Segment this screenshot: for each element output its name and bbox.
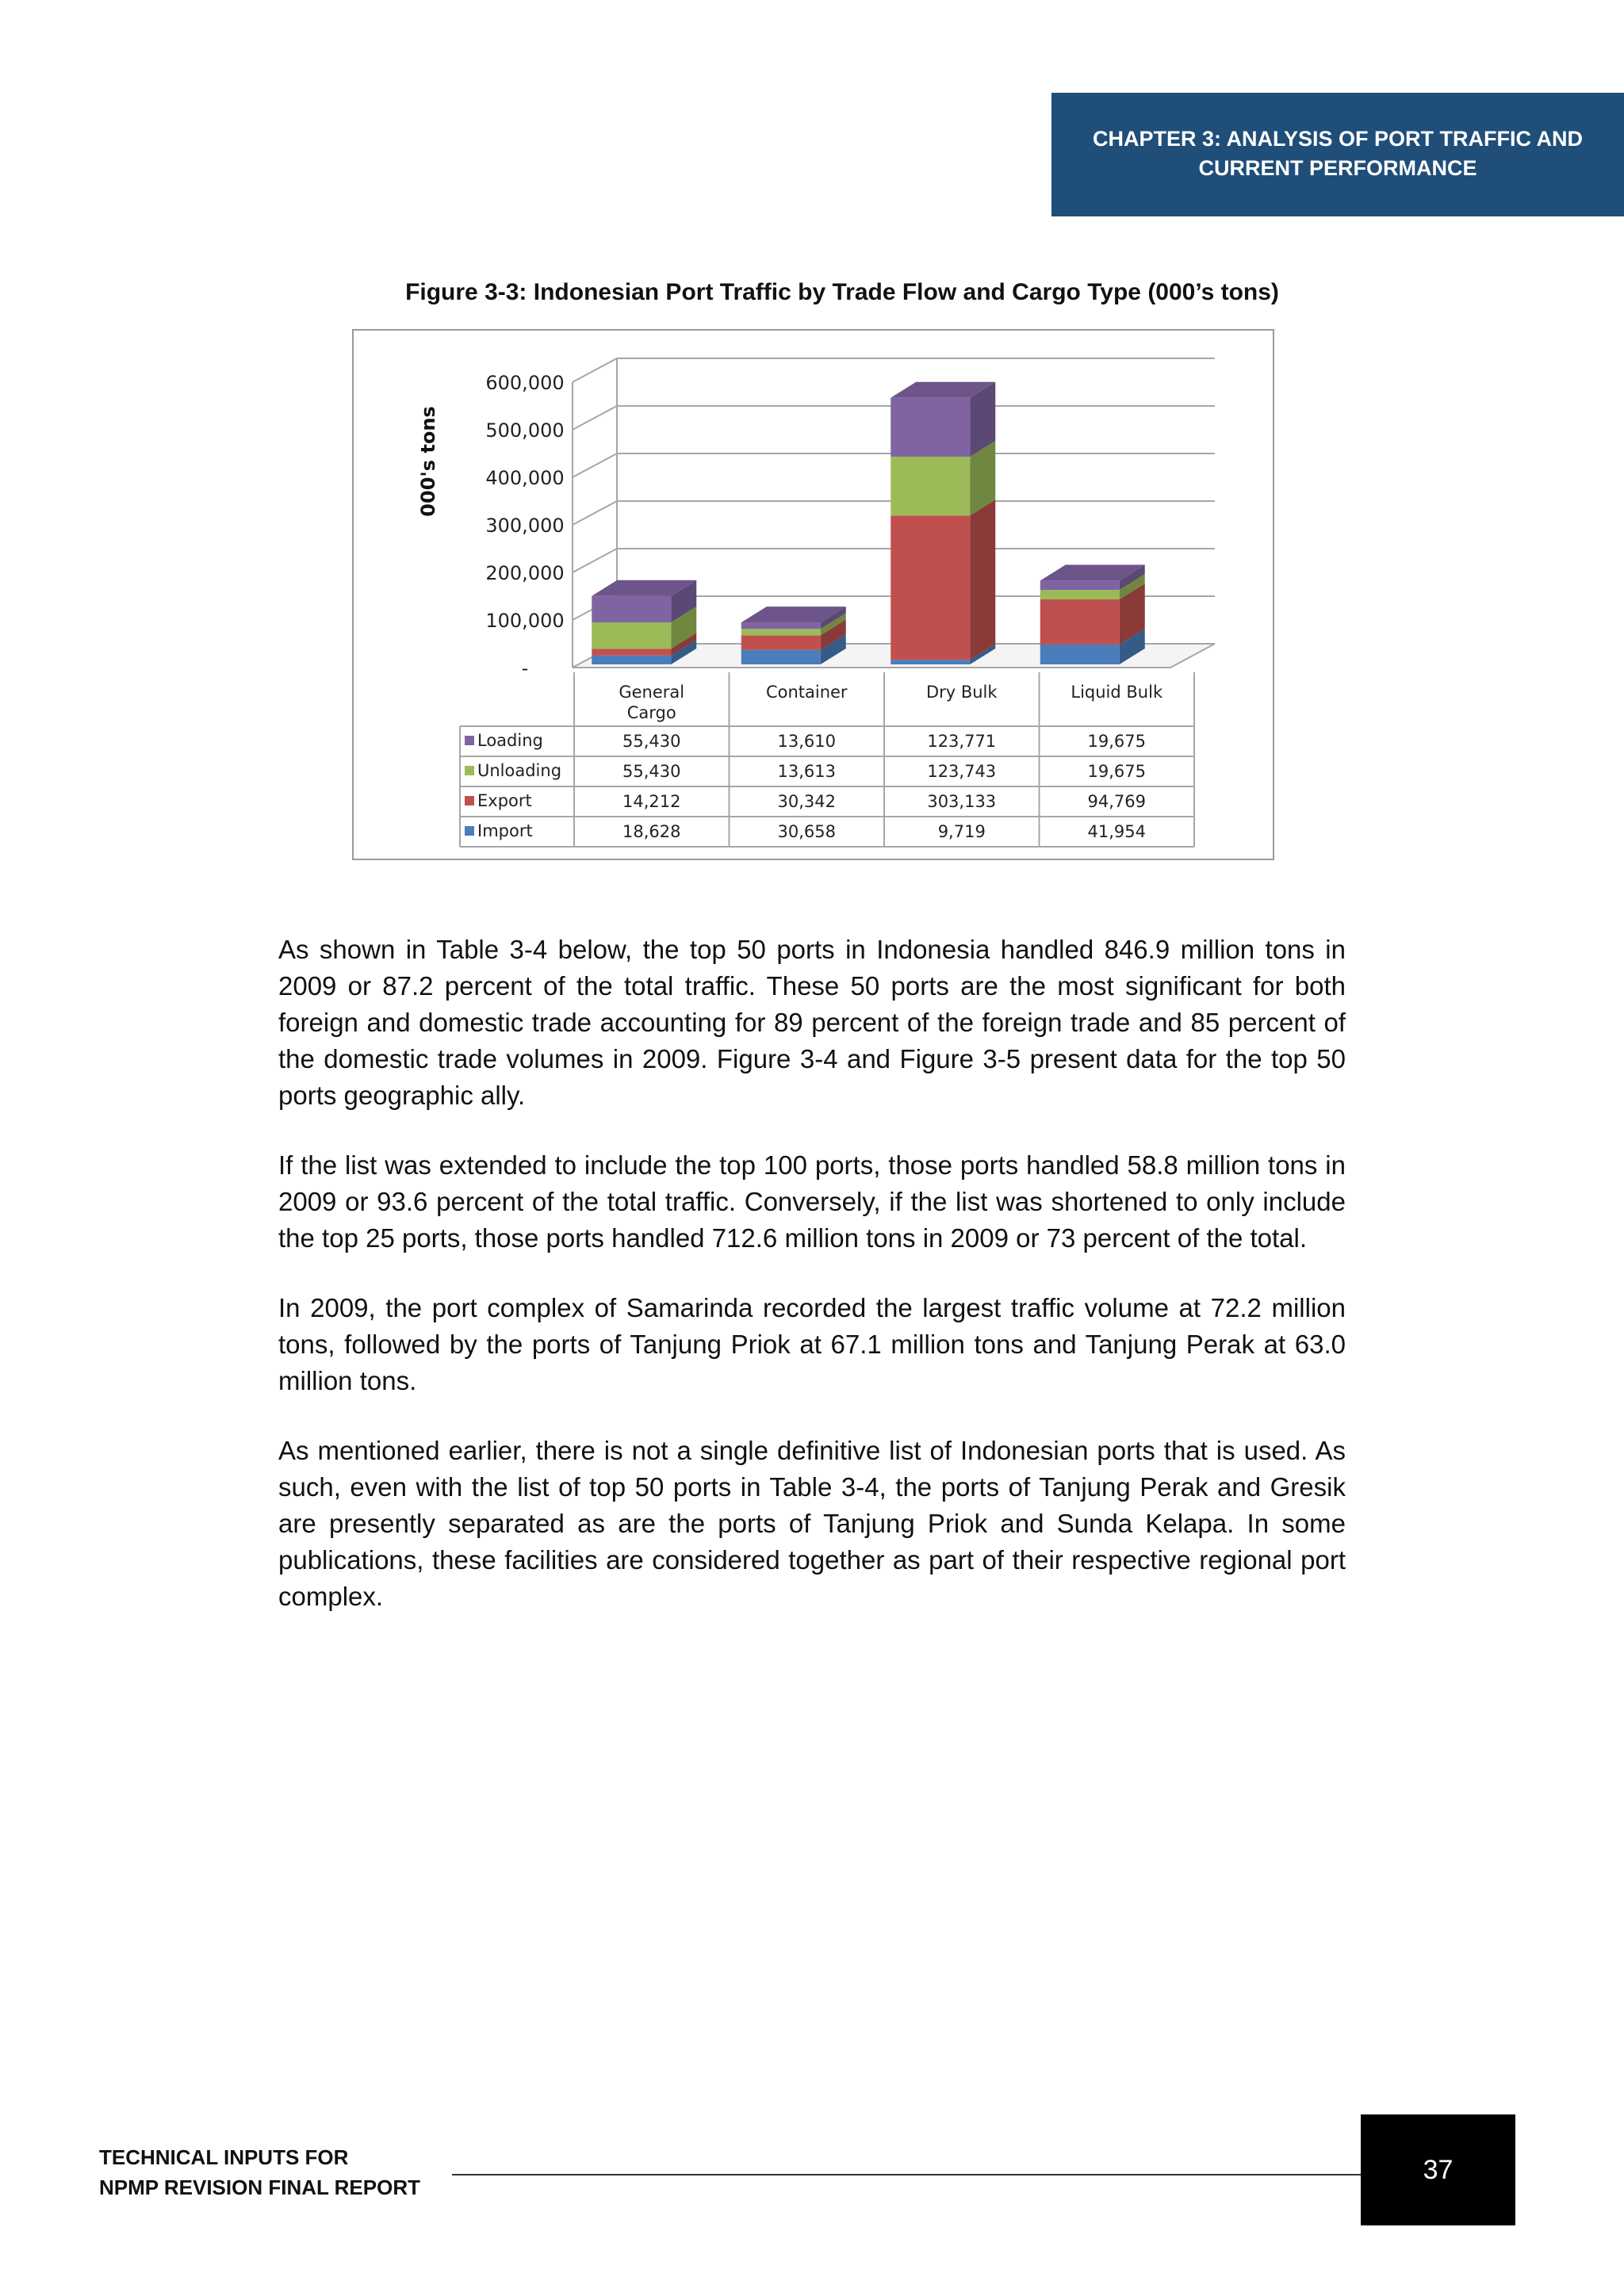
legend-key	[465, 826, 474, 836]
data-label: 13,613	[777, 762, 836, 781]
data-label: 19,675	[1087, 762, 1146, 781]
data-label: 123,743	[927, 762, 997, 781]
data-label: 30,342	[777, 792, 836, 811]
data-label: 18,628	[622, 822, 681, 841]
data-label: 41,954	[1087, 822, 1146, 841]
bar-segment	[592, 649, 671, 656]
footer-report-title	[99, 2142, 420, 2202]
x-category-label: Dry Bulk	[925, 683, 998, 702]
data-label: 55,430	[622, 732, 681, 751]
y-tick-label: -	[521, 657, 529, 679]
bar-segment	[1040, 580, 1120, 590]
chapter-title-line1: CHAPTER 3: ANALYSIS OF PORT TRAFFIC AND	[1092, 127, 1584, 151]
y-tick-label: 200,000	[485, 562, 565, 584]
bar-segment	[592, 622, 671, 649]
paragraph-2: If the list was extended to include the top 100 ports, those ports handled 58.8 million tons in 2009 or 93.6 percent of the total traffic. Conversely, if the list was shortened to only include the top 25 ports, those ports handled 712.6 million tons in 2009 or 73 percent of the total.	[278, 1150, 1346, 1253]
bar-segment	[741, 650, 821, 664]
y-tick-label: 300,000	[485, 515, 565, 537]
body-text	[278, 932, 1346, 1648]
bar-segment	[741, 635, 821, 649]
x-category-label: Container	[765, 683, 848, 702]
y-tick-label: 100,000	[485, 610, 565, 632]
legend-label: Loading	[477, 731, 543, 750]
bar-segment	[741, 622, 821, 629]
x-category-label: Liquid Bulk	[1071, 683, 1163, 702]
footer-title-line1: TECHNICAL INPUTS FOR	[99, 2145, 349, 2169]
bar-segment	[741, 629, 821, 635]
paragraph-3: In 2009, the port complex of Samarinda recorded the largest traffic volume at 72.2 million tons, followed by the ports of Tanjung Priok at 67.1 million tons and Tanjung Perak at 63.0 million tons.	[278, 1293, 1346, 1395]
y-axis-title: 000's tons	[417, 406, 439, 517]
bar-segment	[592, 596, 671, 622]
data-label: 123,771	[927, 732, 997, 751]
chapter-banner	[1051, 93, 1624, 216]
figure-caption: Figure 3-3: Indonesian Port Traffic by Trade Flow and Cargo Type (000’s tons)	[405, 279, 1279, 305]
bar-segment	[1040, 590, 1120, 599]
bar-segment	[891, 457, 970, 515]
bar-segment	[891, 398, 970, 457]
bar-segment	[1040, 645, 1120, 664]
legend-label: Export	[477, 791, 532, 810]
legend-label: Unloading	[477, 761, 562, 780]
bar-segment	[592, 656, 671, 664]
page-number: 37	[1361, 2114, 1515, 2225]
chart-container	[352, 329, 1274, 860]
y-tick-label: 500,000	[485, 419, 565, 442]
paragraph-4: As mentioned earlier, there is not a single definitive list of Indonesian ports that is used. As such, even with the list of top 50 ports in Table 3-4, the ports of Tanjung Perak and Gresik are presently separated as are the ports of Tanjung Priok and Sunda Kelapa. In some publications, these facilities are considered together as part of their respective regional port complex.	[278, 1436, 1346, 1611]
paragraph-1: As shown in Table 3-4 below, the top 50 ports in Indonesia handled 846.9 million tons in 2009 or 87.2 percent of the total traffic. These 50 ports are the most significant for both foreign and domestic trade accounting for 89 percent of the foreign trade and 85 percent of the domestic trade volumes in 2009. Figure 3-4 and Figure 3-5 present data for the top 50 ports geographic ally.	[278, 935, 1346, 1110]
bar-segment	[891, 660, 970, 664]
footer-divider	[452, 2174, 1364, 2175]
data-label: 303,133	[927, 792, 997, 811]
legend-key	[465, 796, 474, 806]
bar-segment	[1040, 599, 1120, 645]
data-label: 14,212	[622, 792, 681, 811]
x-category-label: Cargo	[626, 703, 676, 722]
data-label: 9,719	[937, 822, 986, 841]
data-label: 94,769	[1087, 792, 1146, 811]
data-label: 30,658	[777, 822, 836, 841]
footer-title-line2: NPMP REVISION FINAL REPORT	[99, 2175, 420, 2199]
legend-key	[465, 736, 474, 745]
legend-label: Import	[477, 821, 533, 840]
gridline	[573, 358, 1215, 382]
stacked-bar-chart	[354, 331, 1276, 862]
x-category-label: General	[619, 683, 685, 702]
y-tick-label: 400,000	[485, 467, 565, 489]
bar-segment	[891, 515, 970, 660]
legend-key	[465, 766, 474, 775]
data-label: 13,610	[777, 732, 836, 751]
data-label: 19,675	[1087, 732, 1146, 751]
data-label: 55,430	[622, 762, 681, 781]
bar-segment-side	[970, 499, 995, 660]
chapter-title-line2: CURRENT PERFORMANCE	[1198, 156, 1477, 180]
y-tick-label: 600,000	[485, 372, 565, 394]
